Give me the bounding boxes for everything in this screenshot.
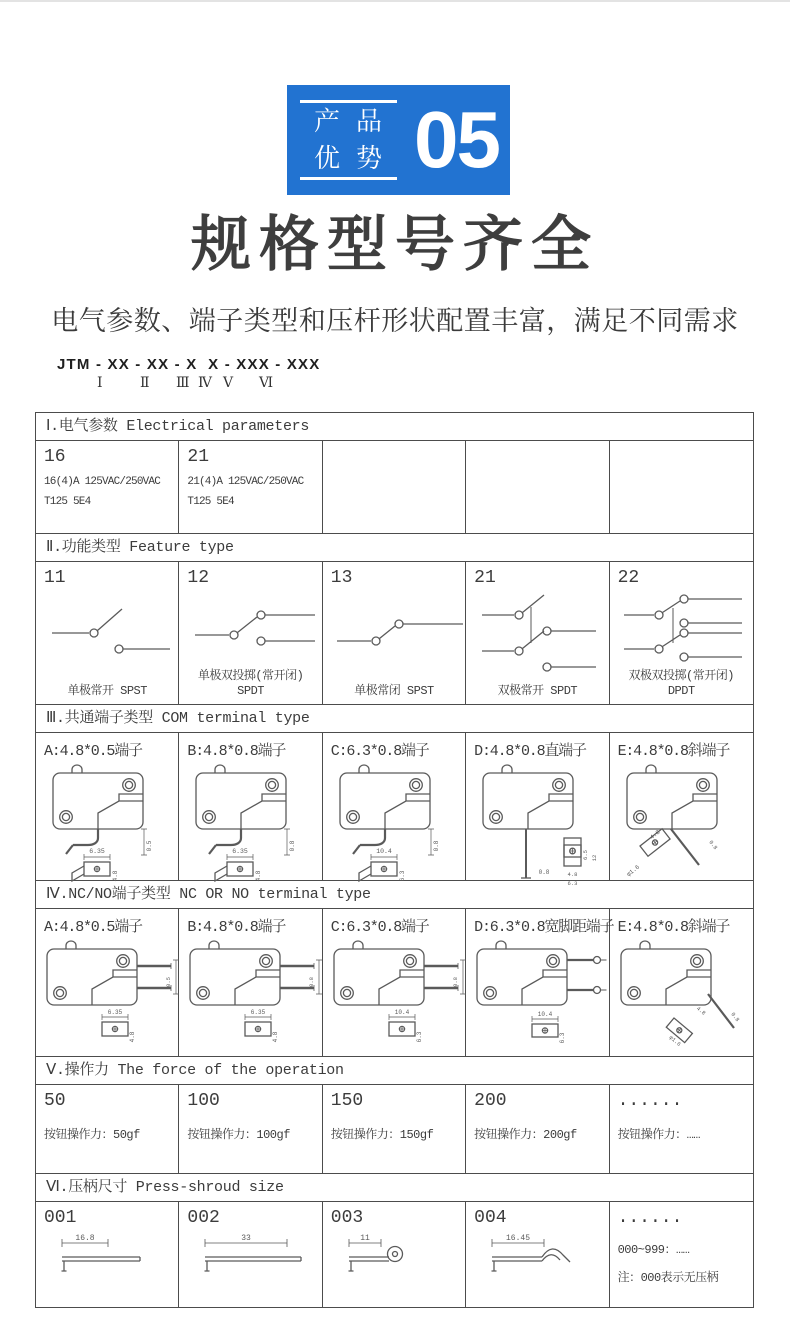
svg-text:12: 12 bbox=[591, 854, 599, 862]
lever-curved bbox=[474, 1231, 608, 1293]
section-header-II: Ⅱ.功能类型 Feature type bbox=[36, 534, 753, 562]
svg-text:4.8: 4.8 bbox=[129, 1031, 136, 1043]
svg-text:4.8: 4.8 bbox=[112, 870, 119, 882]
note-line: 000~999：…… bbox=[617, 1242, 690, 1257]
table-cell bbox=[36, 909, 179, 1056]
lever-roller bbox=[331, 1231, 465, 1293]
svg-text:16.8: 16.8 bbox=[75, 1233, 95, 1243]
note-line: 注：000表示无压柄 bbox=[617, 1270, 719, 1285]
terminal-label: B:4.8*0.8端子 bbox=[187, 743, 286, 760]
svg-text:0.8: 0.8 bbox=[706, 839, 719, 852]
svg-text:4.8: 4.8 bbox=[648, 828, 662, 841]
svg-text:4.8: 4.8 bbox=[255, 870, 263, 882]
cell-description: 按钮操作力：100gf bbox=[187, 1127, 290, 1142]
table-cell bbox=[36, 1202, 179, 1307]
svg-text:4.8: 4.8 bbox=[567, 871, 578, 878]
model-numeral: Ⅳ bbox=[198, 376, 212, 391]
circuit-spst-nc bbox=[331, 591, 471, 675]
svg-text:6.3: 6.3 bbox=[559, 1032, 567, 1044]
model-code-text: JTM - XX - XX - X X - XXX - XXX bbox=[57, 356, 321, 373]
cell-code: 21 bbox=[474, 568, 496, 588]
circuit-dpdt bbox=[618, 591, 758, 675]
svg-text:33: 33 bbox=[241, 1233, 252, 1243]
table-cell bbox=[179, 909, 322, 1056]
svg-text:10.4: 10.4 bbox=[394, 1009, 409, 1016]
section-row-II bbox=[36, 562, 753, 705]
caption-line: 单极常开 SPST bbox=[67, 684, 147, 698]
diagram-caption bbox=[36, 684, 178, 699]
terminal-label: B:4.8*0.8端子 bbox=[187, 919, 286, 936]
spec-line: 21(4)A 125VAC/250VAC bbox=[187, 475, 304, 488]
switch-no-nc-pins bbox=[331, 938, 469, 1052]
caption-line: 单极双投掷(常开闭) bbox=[197, 669, 304, 683]
svg-text:6.35: 6.35 bbox=[251, 1009, 266, 1016]
svg-text:0.5: 0.5 bbox=[165, 977, 172, 987]
svg-text:6.3: 6.3 bbox=[567, 880, 578, 887]
cell-code: 200 bbox=[474, 1091, 507, 1111]
lever-straight bbox=[44, 1231, 178, 1293]
svg-text:φ1.6: φ1.6 bbox=[624, 863, 641, 879]
terminal-label: C:6.3*0.8端子 bbox=[330, 919, 429, 936]
svg-text:0.8: 0.8 bbox=[451, 977, 459, 987]
badge-label bbox=[298, 100, 398, 180]
spec-line: 16(4)A 125VAC/250VAC bbox=[44, 475, 161, 488]
lever-long bbox=[187, 1231, 321, 1293]
svg-text:6.3: 6.3 bbox=[398, 870, 406, 882]
table-cell bbox=[466, 1202, 609, 1307]
section-row-IV bbox=[36, 909, 753, 1057]
terminal-label: C:6.3*0.8端子 bbox=[330, 743, 429, 760]
svg-text:6.35: 6.35 bbox=[232, 848, 249, 855]
caption-line: 单极常闭 SPST bbox=[354, 684, 434, 698]
svg-text:6.35: 6.35 bbox=[107, 1009, 123, 1016]
terminal-label: E:4.8*0.8斜端子 bbox=[617, 919, 730, 936]
badge-line2: 优势 bbox=[314, 143, 399, 173]
table-cell bbox=[323, 441, 466, 533]
terminal-label: D:4.8*0.8直端子 bbox=[474, 743, 586, 760]
circuit-spst-no bbox=[44, 591, 184, 675]
diagram-caption bbox=[179, 669, 321, 699]
svg-text:6.35: 6.35 bbox=[89, 848, 105, 855]
caption-line: 双极双投掷(常开闭) bbox=[628, 669, 734, 683]
model-numeral: Ⅲ bbox=[176, 376, 190, 391]
cell-code: 22 bbox=[617, 568, 640, 588]
model-numeral: Ⅵ bbox=[259, 376, 274, 391]
table-cell bbox=[179, 733, 322, 880]
switch-com-bent-terminal bbox=[44, 762, 178, 884]
cell-code: 004 bbox=[474, 1208, 507, 1228]
cell-code: 50 bbox=[44, 1091, 66, 1111]
table-cell bbox=[36, 733, 179, 880]
switch-no-nc-hook-pins bbox=[474, 938, 612, 1052]
table-cell bbox=[179, 1202, 322, 1307]
table-cell bbox=[610, 909, 753, 1056]
svg-text:4.8: 4.8 bbox=[694, 1004, 707, 1017]
terminal-label: A:4.8*0.5端子 bbox=[44, 919, 142, 936]
model-code-block bbox=[57, 356, 320, 393]
circuit-spdt bbox=[187, 591, 327, 675]
table-cell bbox=[466, 909, 614, 1056]
diagram-caption bbox=[323, 684, 465, 699]
cell-description: 按钮操作力：200gf bbox=[474, 1127, 577, 1142]
table-cell bbox=[323, 1202, 466, 1307]
circuit-dpst-no bbox=[474, 591, 614, 675]
terminal-label: D:6.3*0.8宽脚距端子 bbox=[474, 919, 614, 936]
badge-number: 05 bbox=[414, 95, 499, 184]
table-cell bbox=[610, 441, 753, 533]
spec-line: T125 5E4 bbox=[44, 495, 91, 508]
cell-description: 按钮操作力：50gf bbox=[44, 1127, 140, 1142]
section-row-III bbox=[36, 733, 753, 887]
switch-com-bent-terminal bbox=[331, 762, 465, 884]
page-title: 规格型号齐全 bbox=[191, 211, 599, 278]
svg-text:6.3: 6.3 bbox=[415, 1031, 423, 1043]
table-cell bbox=[179, 562, 322, 704]
svg-text:0.8: 0.8 bbox=[432, 840, 440, 852]
model-numerals bbox=[57, 375, 320, 393]
table-cell bbox=[179, 1085, 322, 1173]
table-cell bbox=[323, 909, 466, 1056]
diagram-caption bbox=[466, 684, 608, 699]
cell-description: 按钮操作力：…… bbox=[617, 1127, 700, 1142]
table-cell bbox=[36, 562, 179, 704]
svg-text:0.8: 0.8 bbox=[728, 1011, 741, 1024]
page-subtitle: 电气参数、端子类型和压杆形状配置丰富，满足不同需求 bbox=[51, 306, 739, 336]
top-divider bbox=[0, 0, 790, 2]
section-header-I: Ⅰ.电气参数 Electrical parameters bbox=[36, 413, 753, 441]
table-cell bbox=[610, 733, 753, 880]
section-row-I bbox=[36, 441, 753, 534]
switch-com-angled-terminal bbox=[618, 762, 752, 880]
table-cell bbox=[610, 1085, 753, 1173]
spec-table bbox=[35, 412, 754, 1308]
cell-code: 11 bbox=[44, 568, 66, 588]
section-row-V bbox=[36, 1085, 753, 1174]
cell-code: ...... bbox=[617, 1208, 683, 1228]
caption-line: DPDT bbox=[667, 684, 695, 698]
cell-code: 002 bbox=[187, 1208, 220, 1228]
cell-code: 12 bbox=[187, 568, 209, 588]
model-numeral: Ⅴ bbox=[223, 376, 234, 391]
diagram-caption bbox=[610, 669, 753, 699]
svg-text:10.4: 10.4 bbox=[537, 1011, 553, 1018]
svg-text:φ1.6: φ1.6 bbox=[667, 1033, 682, 1048]
cell-code: 003 bbox=[330, 1208, 364, 1228]
table-cell bbox=[323, 562, 466, 704]
table-cell bbox=[610, 562, 753, 704]
badge-line1: 产品 bbox=[314, 106, 399, 137]
table-cell bbox=[36, 441, 179, 533]
product-advantage-badge bbox=[287, 85, 510, 195]
cell-description: 按钮操作力：150gf bbox=[330, 1127, 434, 1142]
svg-text:11: 11 bbox=[359, 1233, 370, 1243]
svg-text:16.45: 16.45 bbox=[506, 1233, 531, 1243]
section-header-V: Ⅴ.操作力 The force of the operation bbox=[36, 1057, 753, 1085]
caption-line: SPDT bbox=[237, 684, 264, 698]
cell-code: 100 bbox=[187, 1091, 220, 1111]
model-numeral: Ⅱ bbox=[140, 376, 150, 391]
table-cell bbox=[466, 1085, 609, 1173]
cell-code: ...... bbox=[617, 1091, 683, 1111]
table-cell bbox=[466, 562, 609, 704]
switch-no-nc-pins bbox=[187, 938, 325, 1052]
table-cell bbox=[36, 1085, 179, 1173]
svg-text:6.5: 6.5 bbox=[582, 850, 590, 860]
table-cell bbox=[466, 441, 609, 533]
cell-code: 21 bbox=[187, 447, 209, 467]
caption-line: 双极常开 SPDT bbox=[497, 684, 578, 698]
svg-text:0.5: 0.5 bbox=[146, 840, 153, 852]
badge-rule-bottom bbox=[300, 177, 397, 180]
svg-text:10.4: 10.4 bbox=[375, 848, 392, 855]
table-cell bbox=[323, 733, 466, 880]
section-header-IV: Ⅳ.NC/NO端子类型 NC OR NO terminal type bbox=[36, 881, 753, 909]
spec-line: T125 5E4 bbox=[187, 495, 234, 508]
switch-no-nc-angled-blade bbox=[618, 938, 756, 1052]
switch-no-nc-pins bbox=[44, 938, 182, 1052]
cell-code: 13 bbox=[330, 568, 353, 588]
cell-code: 16 bbox=[44, 447, 66, 467]
terminal-label: E:4.8*0.8斜端子 bbox=[617, 743, 730, 760]
section-row-VI bbox=[36, 1202, 753, 1307]
switch-com-bent-terminal bbox=[187, 762, 321, 884]
svg-text:0.8: 0.8 bbox=[308, 977, 316, 987]
cell-code: 001 bbox=[44, 1208, 77, 1228]
model-numeral: Ⅰ bbox=[97, 376, 103, 391]
table-cell bbox=[610, 1202, 753, 1307]
terminal-label: A:4.8*0.5端子 bbox=[44, 743, 142, 760]
table-cell bbox=[323, 1085, 466, 1173]
table-cell bbox=[466, 733, 609, 887]
svg-text:0.8: 0.8 bbox=[538, 869, 550, 876]
table-cell bbox=[179, 441, 322, 533]
svg-text:0.8: 0.8 bbox=[289, 840, 297, 852]
section-header-VI: Ⅵ.压柄尺寸 Press-shroud size bbox=[36, 1174, 753, 1202]
svg-text:4.8: 4.8 bbox=[272, 1031, 280, 1043]
section-header-III: Ⅲ.共通端子类型 COM terminal type bbox=[36, 705, 753, 733]
cell-code: 150 bbox=[330, 1091, 364, 1111]
switch-com-straight-terminal bbox=[474, 762, 608, 888]
